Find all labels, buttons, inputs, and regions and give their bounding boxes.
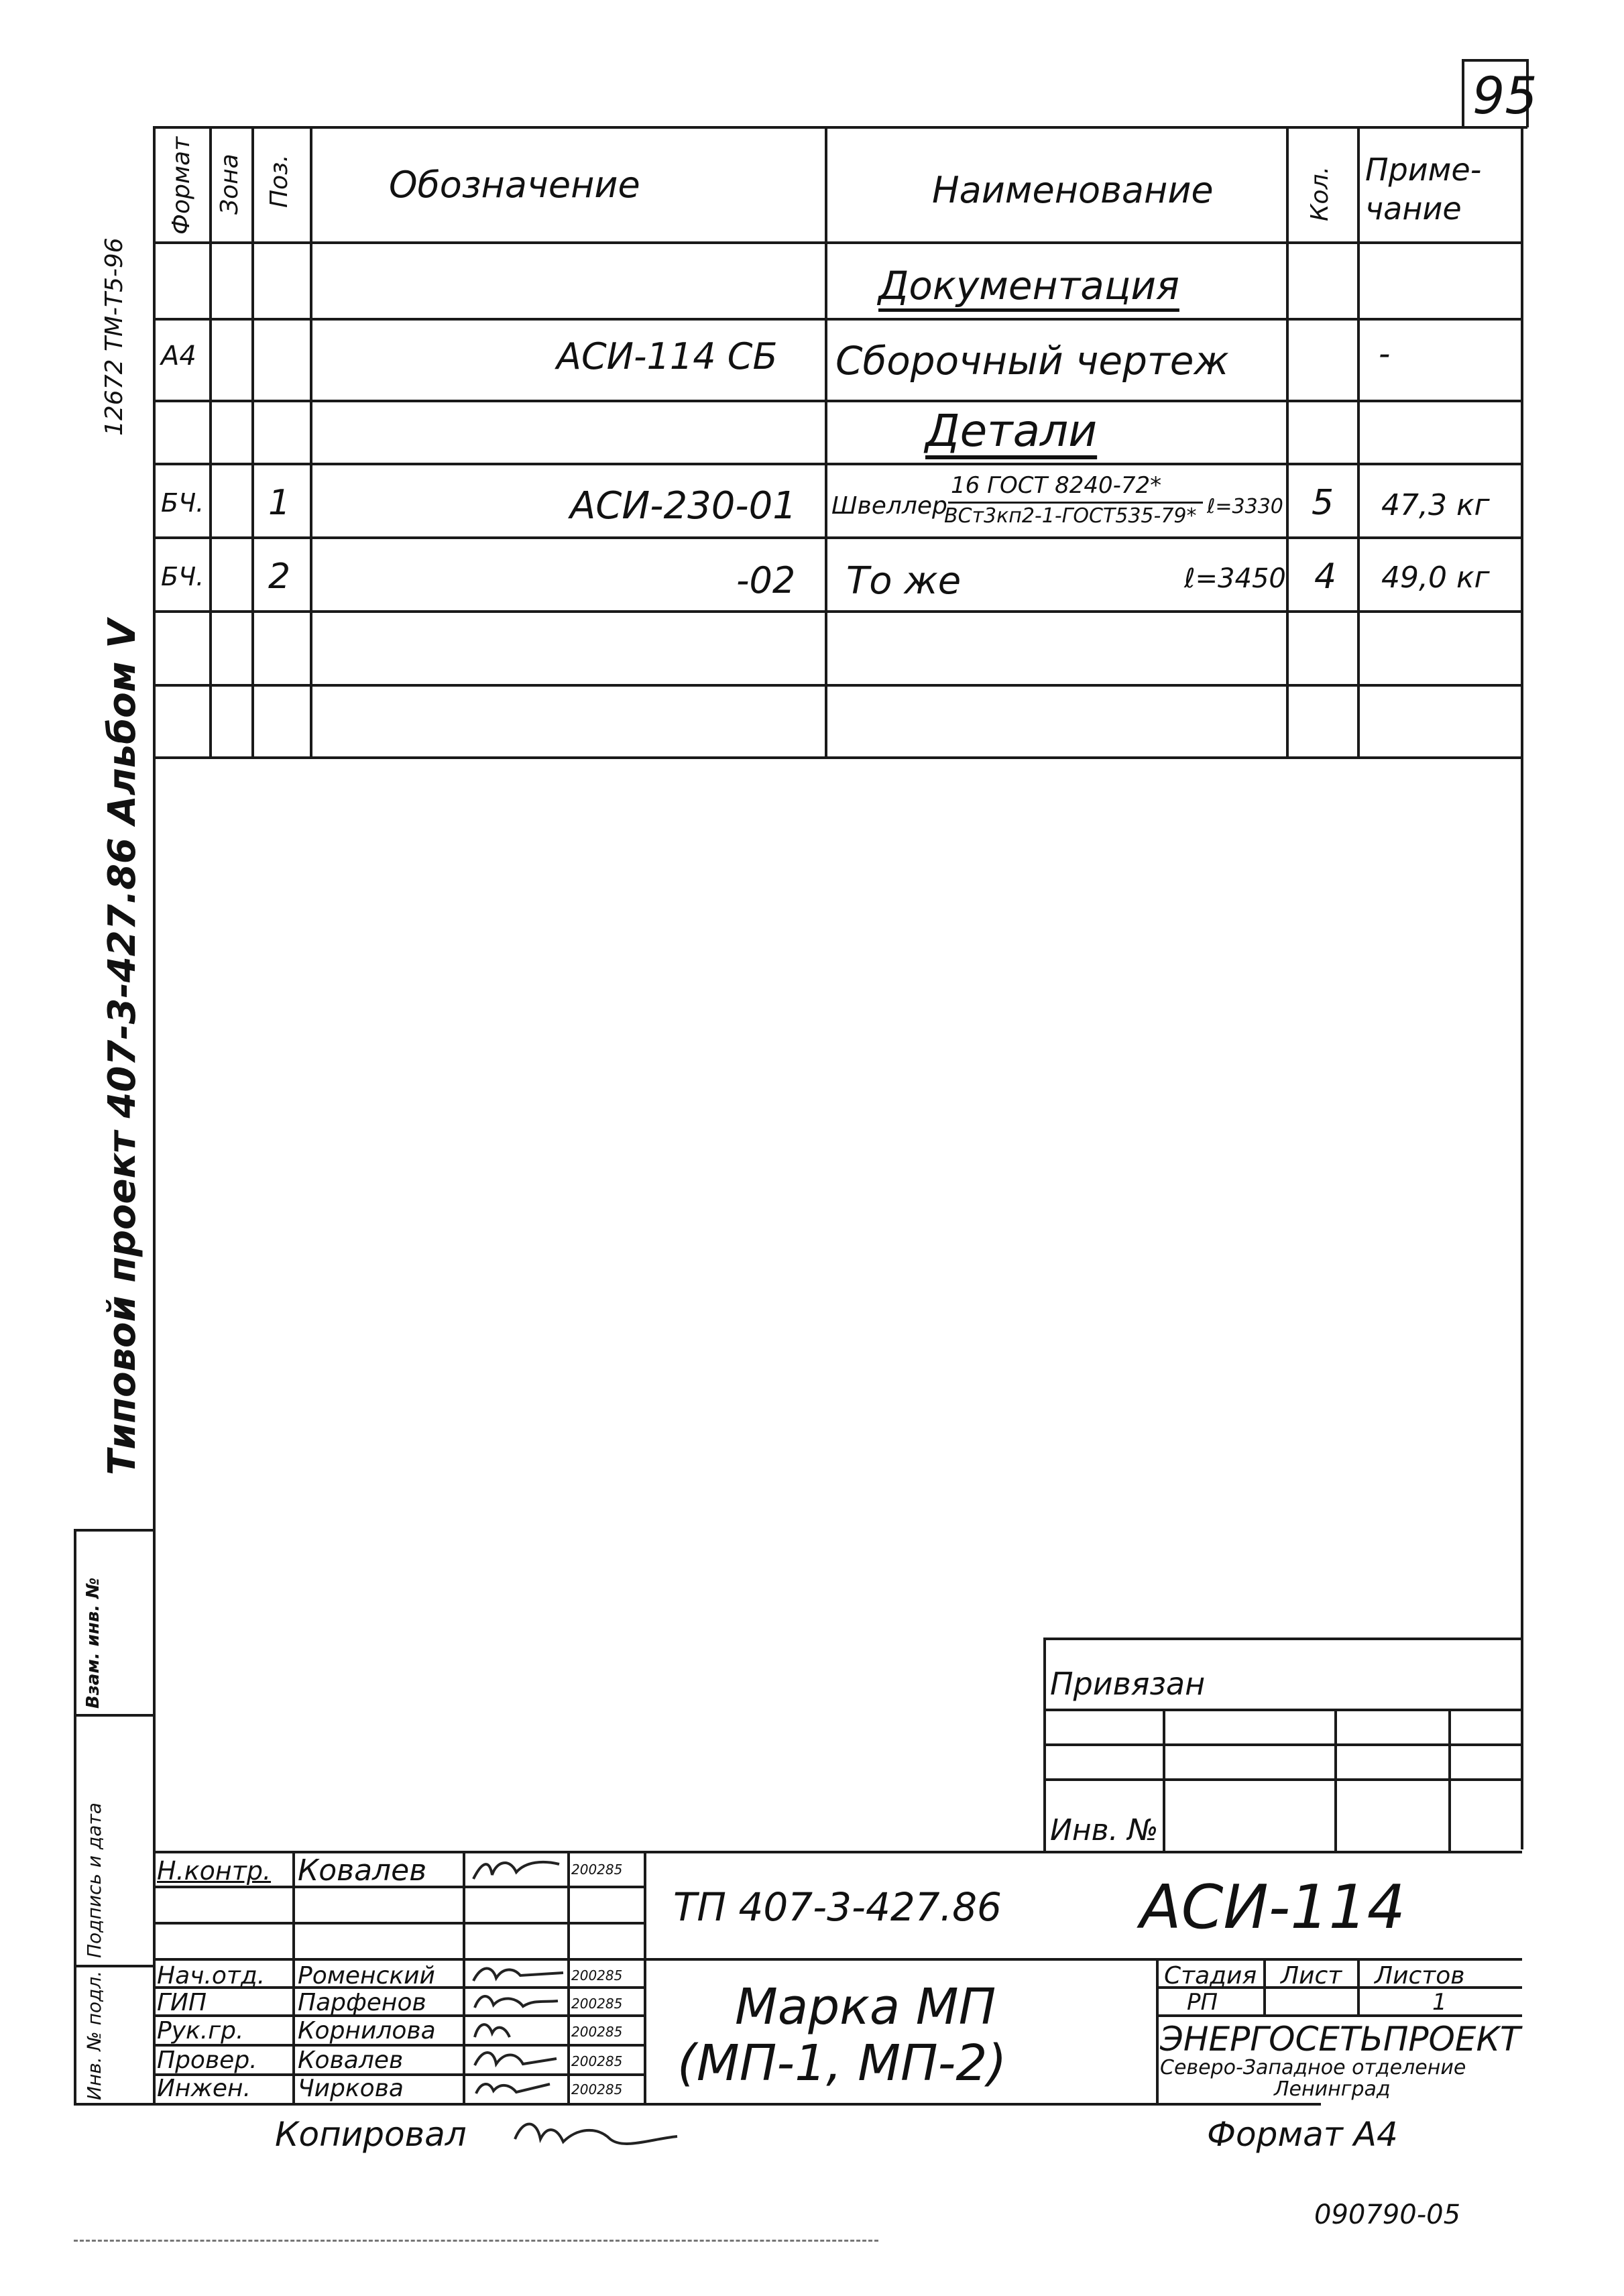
header-zone: Зона (216, 154, 243, 215)
sig-role-4: ГИП (157, 1989, 207, 2016)
row4-designation: АСИ-230-01 (570, 484, 797, 528)
signature-scribble-2 (469, 1961, 566, 1986)
row5-length: ℓ=3450 (1184, 563, 1286, 594)
sig-role-7: Инжен. (157, 2075, 251, 2102)
format-label: Формат А4 (1207, 2115, 1398, 2154)
signature-scribble-5 (469, 2045, 563, 2071)
sig-date-5: 200285 (571, 2024, 623, 2040)
stage-label: Стадия (1164, 1962, 1257, 1990)
row4-std-bottom: ВСт3кп2-1-ГОСТ535-79* (944, 504, 1197, 528)
signature-scribble-1 (469, 1855, 563, 1884)
bottom-code: 090790-05 (1314, 2199, 1461, 2230)
sig-date-7: 200285 (571, 2081, 623, 2098)
row4-format: БЧ. (161, 488, 205, 518)
header-qty: Кол. (1306, 166, 1334, 221)
copied-label: Копировал (275, 2115, 467, 2154)
copier-signature (510, 2112, 684, 2159)
title-line1: Марка МП (735, 1978, 996, 2036)
row5-qty: 4 (1314, 557, 1337, 597)
signature-scribble-6 (469, 2076, 563, 2100)
row5-format: БЧ. (161, 562, 205, 591)
sheets-label: Листов (1375, 1962, 1465, 1990)
header-name: Наименование (932, 169, 1214, 211)
binding-inv-label: Инв. № (1050, 1813, 1159, 1847)
row4-note: 47,3 кг (1381, 488, 1490, 522)
row5-pos: 2 (268, 557, 291, 597)
sig-date-3: 200285 (571, 1967, 623, 1984)
row4-qty: 5 (1312, 483, 1334, 523)
side-code: 12672 ТМ-Т5-96 (101, 237, 128, 436)
sheet-label: Лист (1281, 1962, 1342, 1990)
signature-scribble-4 (469, 2017, 563, 2043)
sig-date-1: 200285 (571, 1861, 623, 1878)
sig-role-3: Нач.отд. (157, 1962, 266, 1990)
side-sign-date: Подпись и дата (83, 1802, 105, 1958)
side-inv-original: Инв. № подл. (83, 1970, 105, 2100)
row5-designation: -02 (736, 559, 796, 601)
header-format: Формат (168, 136, 195, 235)
sig-name-1: Ковалев (298, 1853, 427, 1888)
sig-name-4: Парфенов (298, 1989, 426, 2016)
section-details: Детали (925, 405, 1098, 457)
row4-length: ℓ=3330 (1207, 495, 1283, 518)
row4-std-top: 16 ГОСТ 8240-72* (951, 472, 1162, 499)
title-line2: (МП-1, МП-2) (677, 2034, 1007, 2092)
row2-designation: АСИ-114 СБ (557, 335, 778, 378)
binding-label: Привязан (1050, 1666, 1206, 1702)
sig-role-6: Провер. (157, 2047, 257, 2074)
signature-scribble-3 (469, 1989, 563, 2013)
title-doc-code: АСИ-114 (1140, 1872, 1405, 1943)
row2-name: Сборочный чертеж (835, 338, 1229, 384)
sig-date-4: 200285 (571, 1996, 623, 2012)
header-pos: Поз. (266, 154, 293, 208)
sig-name-5: Корнилова (298, 2017, 436, 2045)
sig-date-6: 200285 (571, 2053, 623, 2069)
sig-role-1: Н.контр. (157, 1856, 272, 1886)
row4-pos: 1 (268, 483, 291, 523)
row4-std-fraction-line (948, 502, 1203, 504)
stage-value: РП (1187, 1989, 1218, 2016)
section-documentation: Документация (878, 263, 1179, 308)
sig-name-7: Чиркова (298, 2075, 404, 2102)
title-project-code: ТП 407-3-427.86 (673, 1884, 1002, 1930)
org-dept: Северо-Западное отделение (1160, 2056, 1466, 2079)
header-note: Приме-чание (1365, 152, 1482, 227)
page-number: 95 (1472, 66, 1538, 125)
side-inv-replace: Взам. инв. № (83, 1577, 103, 1709)
sig-role-5: Рук.гр. (157, 2017, 244, 2045)
org-city: Ленинград (1274, 2077, 1391, 2101)
side-project-title: Типовой проект 407-3-427.86 Альбом Ⅴ (101, 619, 144, 1475)
org-name: ЭНЕРГОСЕТЬПРОЕКТ (1160, 2020, 1521, 2059)
header-designation: Обозначение (389, 164, 640, 206)
sig-name-3: Роменский (298, 1962, 435, 1990)
sig-name-6: Ковалев (298, 2047, 404, 2074)
row4-name: Швеллер (831, 492, 947, 520)
row2-note: - (1379, 335, 1391, 373)
sheets-value: 1 (1432, 1989, 1447, 2016)
row5-note: 49,0 кг (1381, 561, 1490, 595)
row2-format: А4 (161, 341, 196, 371)
row5-name: То же (846, 559, 962, 603)
